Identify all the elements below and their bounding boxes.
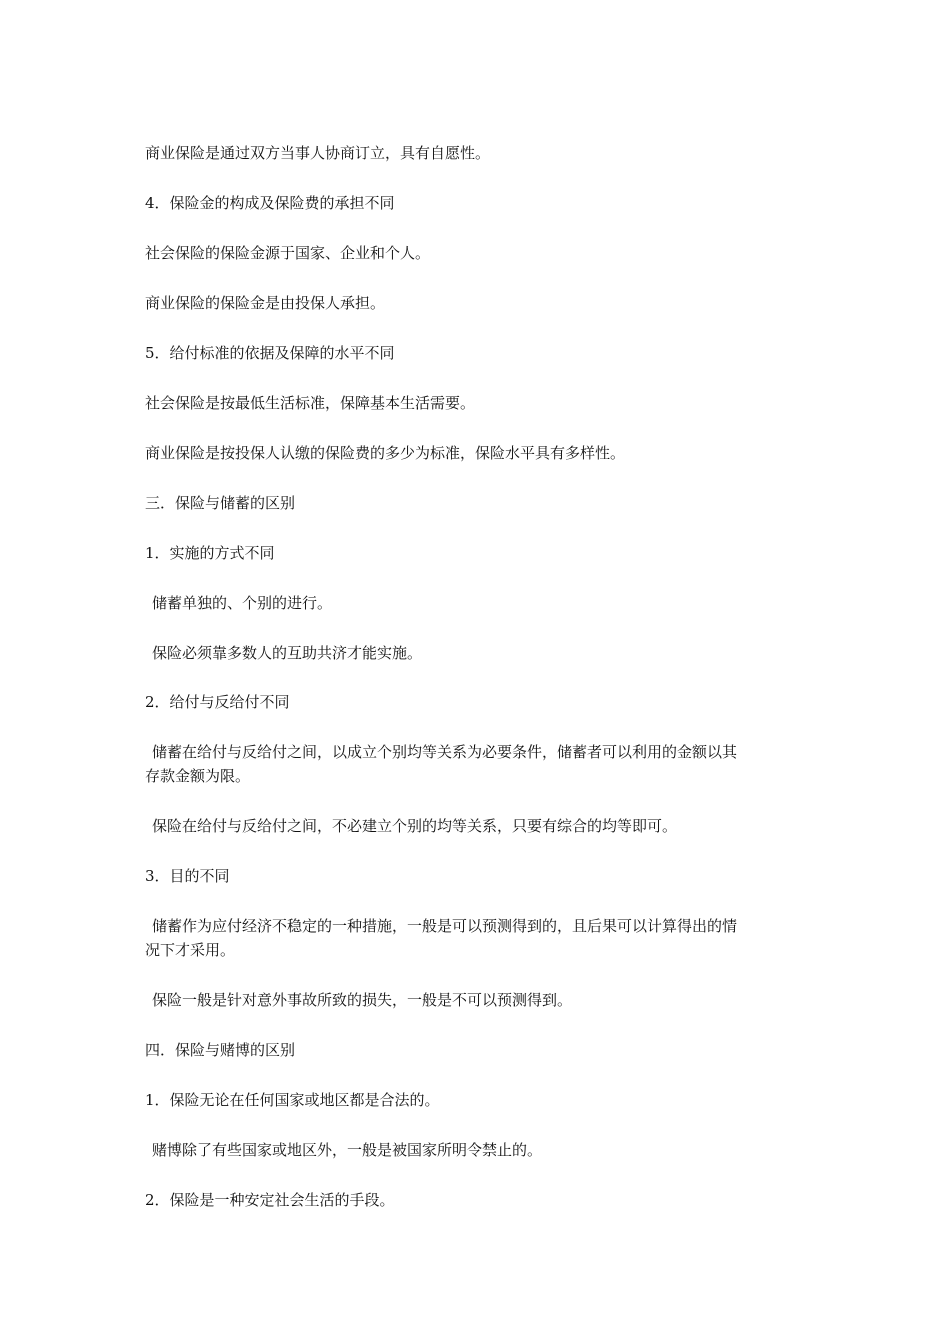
paragraph-savings-purpose-line1: 储蓄作为应付经济不稳定的一种措施，一般是可以预测得到的，且后果可以计算得出的情	[152, 917, 738, 935]
heading-1-implementation: 1．实施的方式不同	[145, 544, 275, 562]
heading-2-payment-counterpayment: 2．给付与反给付不同	[145, 693, 290, 711]
paragraph-insurance-legal: 1．保险无论在任何国家或地区都是合法的。	[145, 1091, 440, 1109]
heading-4-premium-composition: 4．保险金的构成及保险费的承担不同	[145, 194, 395, 212]
section-heading-insurance-vs-savings: 三．保险与储蓄的区别	[145, 494, 296, 512]
paragraph-insurance-purpose: 保险一般是针对意外事故所致的损失，一般是不可以预测得到。	[152, 991, 573, 1009]
paragraph-savings-equivalence-line2: 存款金额为限。	[145, 767, 251, 785]
paragraph-insurance-equivalence: 保险在给付与反给付之间，不必建立个别的均等关系，只要有综合的均等即可。	[152, 817, 678, 835]
paragraph-savings-purpose-line2: 况下才采用。	[145, 941, 236, 959]
paragraph-savings-individual: 储蓄单独的、个别的进行。	[152, 594, 333, 612]
heading-5-payment-standard: 5．给付标准的依据及保障的水平不同	[145, 344, 395, 362]
paragraph-social-standard: 社会保险是按最低生活标准，保障基本生活需要。	[145, 394, 476, 412]
paragraph-social-funding: 社会保险的保险金源于国家、企业和个人。	[145, 244, 431, 262]
section-heading-insurance-vs-gambling: 四．保险与赌博的区别	[145, 1041, 296, 1059]
paragraph-savings-equivalence-line1: 储蓄在给付与反给付之间，以成立个别均等关系为必要条件，储蓄者可以利用的金额以其	[152, 743, 738, 761]
paragraph-commercial-funding: 商业保险的保险金是由投保人承担。	[145, 294, 386, 312]
heading-3-purpose: 3．目的不同	[145, 867, 230, 885]
paragraph-commercial-standard: 商业保险是按投保人认缴的保险费的多少为标准，保险水平具有多样性。	[145, 444, 626, 462]
paragraph-gambling-prohibited: 赌博除了有些国家或地区外，一般是被国家所明令禁止的。	[152, 1141, 543, 1159]
paragraph-commercial-voluntary: 商业保险是通过双方当事人协商订立，具有自愿性。	[145, 144, 491, 162]
paragraph-insurance-mutual-aid: 保险必须靠多数人的互助共济才能实施。	[152, 644, 423, 662]
paragraph-insurance-stability: 2．保险是一种安定社会生活的手段。	[145, 1191, 395, 1209]
